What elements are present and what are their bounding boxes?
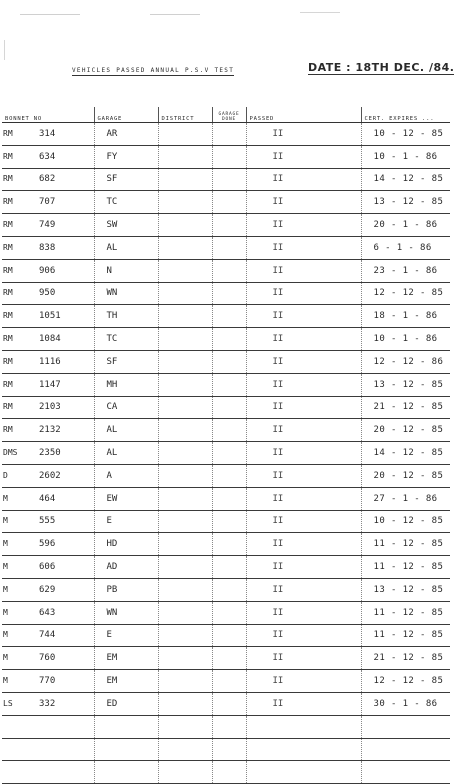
garage-done-cell: [212, 168, 246, 191]
table-row: [2, 692, 450, 715]
bonnet-number: 332: [39, 698, 56, 709]
passed-cell: II: [246, 556, 361, 579]
table-row: [2, 259, 450, 282]
cert-expires-cell: 10 - 12 - 85: [361, 510, 450, 533]
table-row: [2, 145, 450, 168]
district-cell: [158, 214, 212, 237]
garage-cell: A: [94, 464, 158, 487]
garage-done-cell: [212, 328, 246, 351]
bonnet-code: RM: [3, 197, 13, 207]
passed-cell: II: [246, 305, 361, 328]
table-row: [2, 214, 450, 237]
table-row: [2, 236, 450, 259]
garage-done-cell: [212, 123, 246, 146]
cert-expires-cell: 12 - 12 - 86: [361, 350, 450, 373]
bonnet-number: 744: [39, 630, 56, 641]
scan-mark: [4, 40, 5, 60]
bonnet-cell: [2, 123, 94, 146]
bonnet-code: M: [3, 562, 8, 572]
bonnet-number: 950: [39, 288, 56, 299]
bonnet-cell: [2, 578, 94, 601]
garage-done-cell: [212, 647, 246, 670]
table-row: [2, 282, 450, 305]
bonnet-cell: [2, 647, 94, 670]
bonnet-number: 1084: [39, 334, 61, 345]
passed-cell: II: [246, 328, 361, 351]
bonnet-cell: [2, 510, 94, 533]
table-row: [2, 350, 450, 373]
passed-cell: II: [246, 350, 361, 373]
passed-cell: II: [246, 373, 361, 396]
table-row: [2, 533, 450, 556]
bonnet-cell: [2, 396, 94, 419]
table-row: [2, 647, 450, 670]
column-header-garage: GARAGE: [94, 107, 158, 123]
district-cell: [158, 305, 212, 328]
table-row: [2, 601, 450, 624]
bonnet-code: M: [3, 630, 8, 640]
district-cell: [158, 510, 212, 533]
passed-cell: II: [246, 282, 361, 305]
scan-mark: [300, 12, 340, 13]
table-row: [2, 373, 450, 396]
garage-done-cell: [212, 670, 246, 693]
bonnet-code: M: [3, 676, 8, 686]
bonnet-cell: [2, 556, 94, 579]
table-row: [2, 670, 450, 693]
cert-expires-cell: 23 - 1 - 86: [361, 259, 450, 282]
passed-cell: II: [246, 670, 361, 693]
district-cell: [158, 259, 212, 282]
passed-cell: II: [246, 396, 361, 419]
table-row: [2, 464, 450, 487]
cert-expires-cell: 11 - 12 - 85: [361, 601, 450, 624]
garage-done-cell: [212, 464, 246, 487]
garage-done-cell: [212, 350, 246, 373]
garage-done-cell: [212, 533, 246, 556]
bonnet-code: DMS: [3, 448, 18, 458]
district-cell: [158, 670, 212, 693]
bonnet-number: 2350: [39, 448, 61, 459]
cert-expires-cell: 11 - 12 - 85: [361, 533, 450, 556]
bonnet-code: RM: [3, 379, 13, 389]
bonnet-cell: [2, 168, 94, 191]
table-row: [2, 487, 450, 510]
bonnet-code: LS: [3, 698, 13, 708]
bonnet-code: RM: [3, 425, 13, 435]
garage-cell: CA: [94, 396, 158, 419]
scan-mark: [20, 14, 80, 15]
district-cell: [158, 533, 212, 556]
district-cell: [158, 373, 212, 396]
cert-expires-cell: 13 - 12 - 85: [361, 578, 450, 601]
bonnet-cell: [2, 236, 94, 259]
cert-expires-cell: 11 - 12 - 85: [361, 556, 450, 579]
bonnet-cell: [2, 305, 94, 328]
passed-cell: II: [246, 624, 361, 647]
passed-cell: II: [246, 601, 361, 624]
table-row: [2, 556, 450, 579]
garage-done-cell: [212, 396, 246, 419]
passed-cell: II: [246, 692, 361, 715]
table-row: [2, 396, 450, 419]
cert-expires-cell: 10 - 1 - 86: [361, 145, 450, 168]
garage-done-cell: [212, 578, 246, 601]
district-cell: [158, 419, 212, 442]
bonnet-cell: [2, 670, 94, 693]
district-cell: [158, 487, 212, 510]
district-cell: [158, 647, 212, 670]
bonnet-cell: [2, 191, 94, 214]
bonnet-code: RM: [3, 220, 13, 230]
garage-done-cell: [212, 191, 246, 214]
district-cell: [158, 168, 212, 191]
bonnet-code: M: [3, 539, 8, 549]
garage-cell: FY: [94, 145, 158, 168]
cert-expires-cell: 10 - 12 - 85: [361, 123, 450, 146]
bonnet-number: 629: [39, 584, 56, 595]
garage-done-cell: [212, 259, 246, 282]
bonnet-number: 838: [39, 242, 56, 253]
district-cell: [158, 556, 212, 579]
table-row: [2, 305, 450, 328]
document-title: VEHICLES PASSED ANNUAL P.S.V TEST: [72, 67, 235, 74]
passed-cell: II: [246, 214, 361, 237]
garage-done-cell: [212, 442, 246, 465]
garage-cell: SW: [94, 214, 158, 237]
bonnet-code: M: [3, 493, 8, 503]
bonnet-number: 634: [39, 151, 56, 162]
bonnet-cell: [2, 214, 94, 237]
bonnet-code: D: [3, 470, 8, 480]
bonnet-code: RM: [3, 311, 13, 321]
column-header-garage-done: GARAGE DONE: [212, 107, 246, 123]
column-header-bonnet: BONNET NO: [2, 107, 94, 123]
bonnet-code: M: [3, 607, 8, 617]
bonnet-code: M: [3, 584, 8, 594]
cert-expires-cell: 6 - 1 - 86: [361, 236, 450, 259]
passed-cell: II: [246, 236, 361, 259]
cert-expires-cell: 21 - 12 - 85: [361, 647, 450, 670]
cert-expires-cell: 20 - 1 - 86: [361, 214, 450, 237]
district-cell: [158, 396, 212, 419]
district-cell: [158, 328, 212, 351]
passed-cell: II: [246, 533, 361, 556]
cert-expires-cell: 20 - 12 - 85: [361, 419, 450, 442]
table-row: [2, 191, 450, 214]
bonnet-number: 707: [39, 197, 56, 208]
cert-expires-cell: 30 - 1 - 86: [361, 692, 450, 715]
district-cell: [158, 692, 212, 715]
district-cell: [158, 350, 212, 373]
garage-cell: TH: [94, 305, 158, 328]
passed-cell: II: [246, 419, 361, 442]
bonnet-code: RM: [3, 356, 13, 366]
passed-cell: II: [246, 578, 361, 601]
table-row: [2, 510, 450, 533]
bonnet-number: 770: [39, 676, 56, 687]
garage-done-cell: [212, 510, 246, 533]
bonnet-number: 2132: [39, 425, 61, 436]
district-cell: [158, 282, 212, 305]
passed-cell: II: [246, 145, 361, 168]
garage-done-cell: [212, 487, 246, 510]
garage-done-cell: [212, 373, 246, 396]
bonnet-cell: [2, 419, 94, 442]
garage-cell: TC: [94, 328, 158, 351]
garage-cell: WN: [94, 282, 158, 305]
bonnet-code: RM: [3, 128, 13, 138]
garage-done-cell: [212, 692, 246, 715]
garage-cell: E: [94, 624, 158, 647]
table-row: [2, 442, 450, 465]
table-row: [2, 328, 450, 351]
table-row: [2, 123, 450, 146]
bonnet-number: 314: [39, 128, 56, 139]
column-header-district: DISTRICT: [158, 107, 212, 123]
district-cell: [158, 145, 212, 168]
table-header-row: [2, 107, 450, 123]
bonnet-number: 906: [39, 265, 56, 276]
cert-expires-cell: 20 - 12 - 85: [361, 464, 450, 487]
cert-expires-cell: 12 - 12 - 85: [361, 670, 450, 693]
bonnet-cell: [2, 464, 94, 487]
cert-expires-cell: 14 - 12 - 85: [361, 168, 450, 191]
district-cell: [158, 601, 212, 624]
garage-cell: AR: [94, 123, 158, 146]
bonnet-code: RM: [3, 151, 13, 161]
bonnet-number: 682: [39, 174, 56, 185]
district-cell: [158, 442, 212, 465]
bonnet-cell: [2, 282, 94, 305]
garage-cell: E: [94, 510, 158, 533]
garage-cell: MH: [94, 373, 158, 396]
table-row: [2, 624, 450, 647]
table-body: [2, 123, 450, 784]
bonnet-number: 1051: [39, 311, 61, 322]
garage-cell: AL: [94, 442, 158, 465]
cert-expires-cell: 13 - 12 - 85: [361, 191, 450, 214]
garage-done-cell: [212, 624, 246, 647]
bonnet-code: M: [3, 516, 8, 526]
bonnet-number: 555: [39, 516, 56, 527]
passed-cell: II: [246, 123, 361, 146]
bonnet-code: M: [3, 653, 8, 663]
bonnet-cell: [2, 145, 94, 168]
cert-expires-cell: 11 - 12 - 85: [361, 624, 450, 647]
bonnet-code: RM: [3, 174, 13, 184]
garage-done-cell: [212, 419, 246, 442]
vehicle-test-table: [2, 107, 450, 784]
bonnet-number: 606: [39, 562, 56, 573]
column-header-passed: PASSED: [246, 107, 361, 123]
passed-cell: II: [246, 487, 361, 510]
garage-done-cell: [212, 601, 246, 624]
garage-done-cell: [212, 214, 246, 237]
garage-cell: AL: [94, 419, 158, 442]
passed-cell: II: [246, 442, 361, 465]
bonnet-cell: [2, 487, 94, 510]
bonnet-number: 464: [39, 493, 56, 504]
bonnet-code: RM: [3, 334, 13, 344]
garage-cell: EM: [94, 670, 158, 693]
garage-cell: PB: [94, 578, 158, 601]
bonnet-cell: [2, 624, 94, 647]
bonnet-code: RM: [3, 242, 13, 252]
bonnet-number: 1116: [39, 356, 61, 367]
table-row: [2, 578, 450, 601]
scan-mark: [150, 14, 200, 15]
garage-cell: EW: [94, 487, 158, 510]
bonnet-cell: [2, 692, 94, 715]
district-cell: [158, 464, 212, 487]
garage-cell: HD: [94, 533, 158, 556]
bonnet-cell: [2, 373, 94, 396]
column-header-cert-expires: CERT. EXPIRES ...: [361, 107, 450, 123]
cert-expires-cell: 18 - 1 - 86: [361, 305, 450, 328]
garage-cell: ED: [94, 692, 158, 715]
garage-cell: SF: [94, 350, 158, 373]
document-date: DATE : 18TH DEC. /84.: [308, 61, 454, 74]
bonnet-cell: [2, 328, 94, 351]
cert-expires-cell: 14 - 12 - 85: [361, 442, 450, 465]
cert-expires-cell: 12 - 12 - 85: [361, 282, 450, 305]
district-cell: [158, 123, 212, 146]
district-cell: [158, 578, 212, 601]
bonnet-number: 2602: [39, 470, 61, 481]
table-row: [2, 168, 450, 191]
district-cell: [158, 624, 212, 647]
garage-done-cell: [212, 305, 246, 328]
blank-row: [2, 761, 450, 784]
bonnet-number: 2103: [39, 402, 61, 413]
bonnet-number: 1147: [39, 379, 61, 390]
blank-row: [2, 715, 450, 738]
district-cell: [158, 236, 212, 259]
cert-expires-cell: 10 - 1 - 86: [361, 328, 450, 351]
bonnet-number: 749: [39, 220, 56, 231]
cert-expires-cell: 13 - 12 - 85: [361, 373, 450, 396]
district-cell: [158, 191, 212, 214]
garage-done-cell: [212, 236, 246, 259]
cert-expires-cell: 21 - 12 - 85: [361, 396, 450, 419]
passed-cell: II: [246, 168, 361, 191]
bonnet-cell: [2, 350, 94, 373]
bonnet-number: 643: [39, 607, 56, 618]
passed-cell: II: [246, 464, 361, 487]
garage-cell: AL: [94, 236, 158, 259]
bonnet-number: 596: [39, 539, 56, 550]
bonnet-code: RM: [3, 402, 13, 412]
blank-row: [2, 738, 450, 761]
garage-done-cell: [212, 282, 246, 305]
garage-done-cell: [212, 556, 246, 579]
table-row: [2, 419, 450, 442]
bonnet-code: RM: [3, 265, 13, 275]
bonnet-code: RM: [3, 288, 13, 298]
garage-done-cell: [212, 145, 246, 168]
bonnet-cell: [2, 601, 94, 624]
bonnet-cell: [2, 533, 94, 556]
passed-cell: II: [246, 647, 361, 670]
garage-cell: AD: [94, 556, 158, 579]
garage-cell: EM: [94, 647, 158, 670]
garage-cell: N: [94, 259, 158, 282]
passed-cell: II: [246, 191, 361, 214]
garage-cell: WN: [94, 601, 158, 624]
bonnet-cell: [2, 442, 94, 465]
bonnet-cell: [2, 259, 94, 282]
bonnet-number: 760: [39, 653, 56, 664]
cert-expires-cell: 27 - 1 - 86: [361, 487, 450, 510]
garage-cell: SF: [94, 168, 158, 191]
passed-cell: II: [246, 259, 361, 282]
garage-cell: TC: [94, 191, 158, 214]
passed-cell: II: [246, 510, 361, 533]
